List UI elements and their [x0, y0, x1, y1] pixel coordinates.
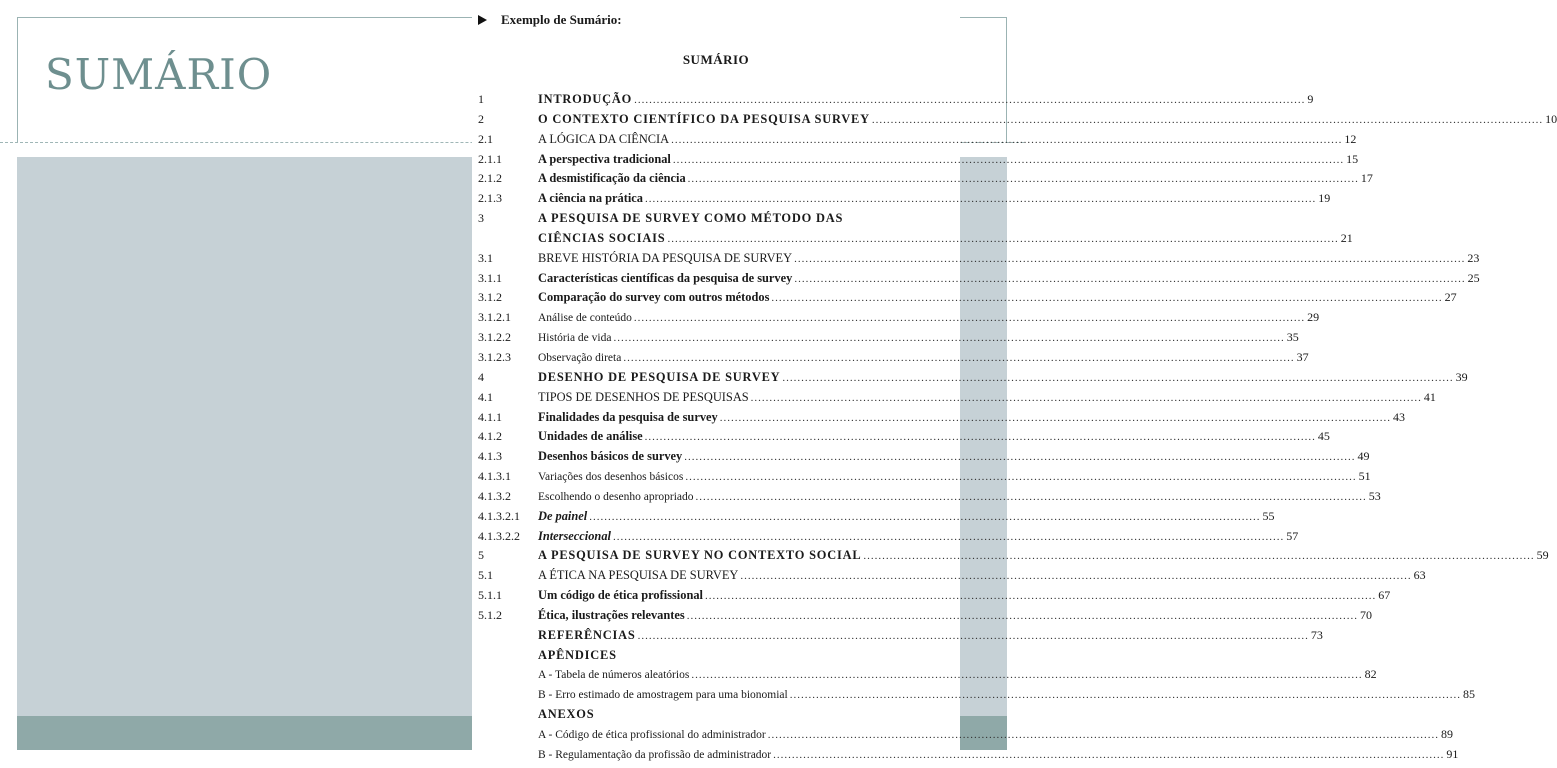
toc-dot-leader: [667, 233, 1338, 245]
toc-entry-page: 29: [1307, 310, 1320, 325]
toc-dot-leader: [645, 193, 1316, 205]
toc-entry-label: Interseccional: [538, 528, 611, 543]
toc-entry-label: B - Regulamentação da profissão de administrador: [538, 748, 772, 761]
toc-entry-number: 4.1.3: [478, 449, 502, 464]
toc-entry-label: Ética, ilustrações relevantes: [538, 607, 685, 622]
toc-entry-page: 19: [1318, 191, 1331, 206]
toc-entry: [478, 667, 1377, 687]
toc-dot-leader: [771, 292, 1442, 304]
toc-entry: [478, 528, 1299, 549]
toc-dot-leader: [691, 669, 1362, 681]
toc-dot-leader: [863, 550, 1534, 562]
toc-dot-leader: [687, 610, 1358, 622]
toc-entry-label: CIÊNCIAS SOCIAIS: [538, 230, 666, 245]
toc-dot-leader: [794, 273, 1465, 285]
toc-entry-number: 2.1.1: [478, 151, 502, 166]
toc-entry-page: 55: [1262, 508, 1275, 523]
toc-entry-number: 2: [478, 111, 484, 126]
toc-entry: [478, 707, 952, 727]
toc-entry-label: REFERÊNCIAS: [538, 627, 636, 642]
toc-entry-label: Desenhos básicos de survey: [538, 449, 683, 464]
toc-entry: [478, 330, 1299, 350]
toc-entry-page: 57: [1286, 528, 1299, 543]
toc-entry-page: 10: [1545, 111, 1557, 126]
toc-entry-page: 70: [1359, 607, 1372, 622]
toc-entry-label: História de vida: [538, 332, 612, 345]
toc-entry-number: 2.1.3: [478, 191, 502, 206]
toc-entry-number: 3.1.2.1: [478, 310, 511, 325]
toc-dot-leader: [589, 511, 1260, 523]
toc-dot-leader: [673, 154, 1344, 166]
document-heading: [478, 12, 622, 28]
toc-dot-leader: [790, 689, 1461, 701]
toc-entry-number: 5.1: [478, 568, 493, 583]
toc-entry: [478, 409, 1405, 430]
toc-dot-leader: [623, 352, 1294, 364]
toc-entry-number: 4.1.3.1: [478, 469, 511, 484]
toc-entry-page: 15: [1346, 151, 1359, 166]
toc-entry-number: 3: [478, 211, 484, 226]
toc-entry: [478, 151, 1359, 172]
toc-entry-label: Análise de conteúdo: [538, 312, 632, 325]
toc-entry-page: 12: [1344, 131, 1357, 146]
toc-entry-page: 23: [1467, 250, 1480, 265]
toc-dot-leader: [782, 372, 1453, 384]
toc-entry-number: 3.1.2: [478, 290, 502, 305]
toc-entry-label: A perspectiva tradicional: [538, 151, 671, 166]
toc-entry-number: 5.1.1: [478, 588, 502, 603]
toc-entry: [478, 270, 1480, 291]
toc-dot-leader: [773, 749, 1444, 761]
toc-dot-leader: [751, 392, 1422, 404]
toc-dot-leader: [794, 253, 1465, 265]
toc-entry: [478, 171, 1373, 191]
toc-entry: [478, 191, 1331, 211]
toc-entry: [478, 389, 1436, 410]
toc-entry: [478, 568, 1426, 588]
toc-entry-label: Um código de ética profissional: [538, 588, 703, 603]
toc-entry-label: A LÓGICA DA CIÊNCIA: [538, 131, 670, 146]
toc-entry: [478, 310, 1320, 330]
toc-entry-page: 73: [1310, 627, 1323, 642]
toc-entry-label: Comparação do survey com outros métodos: [538, 290, 770, 305]
toc-dot-leader: [634, 94, 1305, 106]
toc-entry-page: 82: [1364, 667, 1377, 682]
toc-entry-label: O CONTEXTO CIENTÍFICO DA PESQUISA SURVEY: [538, 111, 870, 126]
toc-entry-page: 37: [1296, 349, 1309, 364]
toc-dot-leader: [685, 471, 1356, 483]
toc-entry-page: 53: [1368, 488, 1381, 503]
toc-entry-number: 3.1.2.2: [478, 330, 511, 345]
toc-entry: [478, 92, 1314, 112]
toc-entry: [478, 588, 1391, 608]
toc-entry-label: BREVE HISTÓRIA DA PESQUISA DE SURVEY: [538, 250, 793, 265]
toc-entry-number: 4.1.2: [478, 429, 502, 444]
toc-entry-page: 63: [1413, 568, 1426, 583]
toc-entry-label: A PESQUISA DE SURVEY COMO MÉTODO DAS: [538, 211, 844, 226]
toc-dot-leader: [638, 630, 1309, 642]
toc-entry-page: 91: [1446, 746, 1459, 761]
toc-entry-number: 4.1.3.2: [478, 488, 511, 503]
toc-entry: [478, 648, 952, 668]
toc-entry-label: Características científicas da pesquisa de survey: [538, 270, 793, 285]
toc-entry-number: 2.1.2: [478, 171, 502, 186]
toc-entry-label: TIPOS DE DESENHOS DE PESQUISAS: [538, 389, 749, 404]
toc-entry: [478, 290, 1457, 310]
toc-entry: [478, 548, 1549, 568]
toc-entry: [478, 111, 1557, 132]
toc-entry-label: De painel: [538, 508, 588, 523]
toc-entry-page: 45: [1317, 429, 1330, 444]
toc-entry-number: 4.1.3.2.1: [478, 508, 520, 523]
toc-entry-label: Observação direta: [538, 351, 622, 364]
toc-entry-number: 1: [478, 92, 484, 106]
toc-entry-page: 35: [1286, 330, 1299, 345]
toc-entry-label: INTRODUÇÃO: [538, 92, 633, 106]
toc-dot-leader: [671, 134, 1342, 146]
toc-entry-label: Variações dos desenhos básicos: [538, 471, 684, 484]
toc-entry-label: A - Código de ética profissional do administrador: [538, 729, 766, 741]
toc-entry-page: 85: [1462, 687, 1475, 702]
toc-entry-page: 41: [1423, 389, 1436, 404]
toc-entry-page: 89: [1440, 727, 1453, 741]
toc-dot-leader: [645, 431, 1316, 443]
arrow-bullet-icon: [478, 15, 487, 25]
toc-entry-page: 43: [1392, 409, 1405, 424]
toc-entry: [478, 607, 1372, 628]
toc-dot-leader: [740, 570, 1411, 582]
toc-entry-page: 25: [1467, 270, 1480, 285]
toc-entry: [478, 250, 1480, 271]
toc-entry: [478, 369, 1468, 390]
toc-entry-number: 4: [478, 369, 484, 384]
toc-entry-page: 39: [1455, 369, 1468, 384]
toc-entry-page: 51: [1358, 469, 1371, 484]
toc-dot-leader: [613, 531, 1284, 543]
document-image: [472, 0, 1557, 768]
toc-entry-label: A - Tabela de números aleatórios: [538, 669, 690, 682]
toc-entry-number: 4.1.1: [478, 409, 502, 424]
toc-dot-leader: [705, 590, 1376, 602]
toc-entry-number: 4.1.3.2.2: [478, 528, 520, 543]
toc-dot-leader: [613, 332, 1284, 344]
toc-entry-number: 3.1.1: [478, 270, 502, 285]
toc-entry-number: 5.1.2: [478, 607, 502, 622]
slide-title: SUMÁRIO: [45, 50, 273, 99]
toc-entry: [478, 508, 1275, 529]
toc-entry-label: DESENHO DE PESQUISA DE SURVEY: [538, 369, 781, 384]
toc-title: SUMÁRIO: [682, 52, 750, 67]
toc-entry-number: 2.1: [478, 131, 493, 146]
toc-entry: [478, 211, 952, 231]
table-of-contents: [478, 92, 1557, 767]
toc-entry: [478, 449, 1370, 469]
toc-entry-label: A desmistificação da ciência: [538, 171, 686, 186]
toc-entry-page: 27: [1444, 290, 1457, 305]
document-heading-text: Exemplo de Sumário:: [501, 12, 622, 27]
toc-entry: [478, 230, 1353, 251]
toc-entry-number: 3.1: [478, 250, 493, 265]
toc-entry-page: 49: [1357, 449, 1370, 464]
toc-dot-leader: [684, 451, 1355, 463]
toc-entry-number: 4.1: [478, 389, 493, 404]
toc-entry-label: A ciência na prática: [538, 191, 643, 206]
toc-dot-leader: [634, 312, 1305, 324]
toc-entry-label: A PESQUISA DE SURVEY NO CONTEXTO SOCIAL: [538, 548, 862, 563]
toc-dot-leader: [872, 114, 1543, 126]
toc-entry-label: ANEXOS: [538, 707, 595, 722]
toc-entry-label: A ÉTICA NA PESQUISA DE SURVEY: [538, 568, 739, 583]
toc-entry: [478, 131, 1357, 152]
toc-entry: [478, 687, 1475, 707]
toc-entry-page: 17: [1360, 171, 1373, 186]
toc-entry: [478, 627, 1323, 648]
toc-entry-number: 3.1.2.3: [478, 349, 511, 364]
toc-dot-leader: [768, 729, 1439, 741]
toc-entry-label: Escolhendo o desenho apropriado: [538, 490, 694, 503]
toc-dot-leader: [688, 173, 1359, 185]
toc-entry-page: 67: [1378, 588, 1391, 603]
toc-entry-label: Unidades de análise: [538, 429, 643, 444]
toc-entry: [478, 349, 1309, 370]
toc-entry-label: APÊNDICES: [538, 647, 617, 662]
toc-entry: [478, 469, 1371, 489]
toc-entry-label: Finalidades da pesquisa de survey: [538, 409, 718, 424]
toc-entry-page: 9: [1307, 92, 1314, 106]
toc-entry-label: B - Erro estimado de amostragem para uma bionomial: [538, 689, 788, 702]
toc-dot-leader: [696, 491, 1367, 503]
toc-entry: [478, 727, 1453, 747]
toc-dot-leader: [720, 412, 1391, 424]
toc-entry-page: 59: [1536, 548, 1549, 563]
toc-entry: [478, 746, 1459, 767]
toc-entry-number: 5: [478, 548, 484, 563]
toc-entry-page: 21: [1340, 230, 1353, 245]
toc-entry: [478, 429, 1330, 449]
toc-entry: [478, 488, 1381, 509]
